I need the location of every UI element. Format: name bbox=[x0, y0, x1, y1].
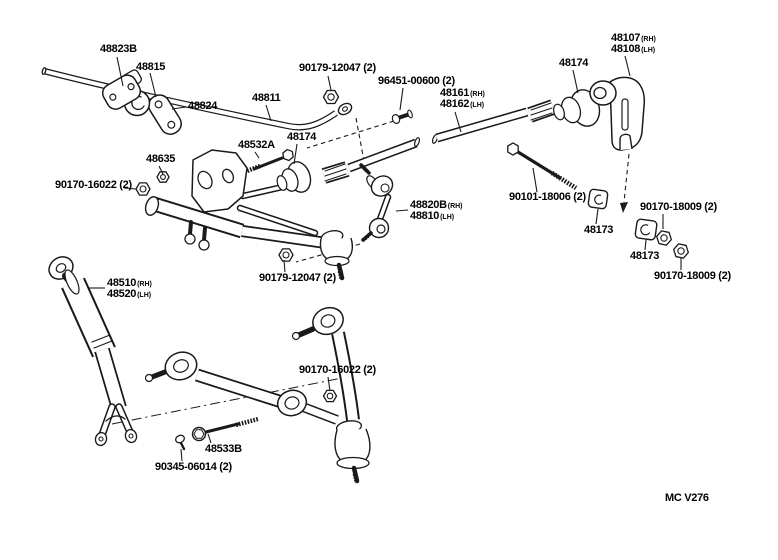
label-48510-48520 bbox=[107, 279, 152, 300]
screw-90345-06014 bbox=[174, 434, 185, 449]
label-90170-18009-a: 90170-18009 (2) bbox=[640, 201, 717, 213]
side-code: (RH) bbox=[470, 91, 485, 98]
part-number: 48161 bbox=[440, 87, 470, 99]
label-48811: 48811 bbox=[252, 92, 281, 104]
side-code: (LH) bbox=[440, 213, 455, 221]
label-48161-48162 bbox=[440, 89, 485, 110]
label-48174-front: 48174 bbox=[287, 131, 317, 143]
upper-control-arm bbox=[136, 149, 352, 279]
label-48174-rear: 48174 bbox=[559, 57, 589, 69]
label-90345-06014: 90345-06014 (2) bbox=[155, 461, 232, 473]
stabilizer-bar bbox=[42, 67, 354, 127]
label-90179-12047-lower: 90179-12047 (2) bbox=[259, 272, 336, 284]
side-code: (LH) bbox=[641, 46, 656, 54]
label-48107-48108 bbox=[611, 34, 656, 55]
side-code: (LH) bbox=[137, 291, 152, 299]
label-48820B-48810 bbox=[410, 201, 463, 222]
nut-90170-18009-a bbox=[655, 230, 672, 246]
nut-90179-12047-top bbox=[324, 91, 339, 104]
lower-control-arm bbox=[146, 348, 338, 449]
nut-90179-12047-lower bbox=[279, 249, 293, 261]
label-90170-18009-b: 90170-18009 (2) bbox=[654, 270, 731, 282]
label-48823B: 48823B bbox=[100, 43, 137, 55]
pin-96451-00600 bbox=[391, 110, 413, 125]
bolt-48532A bbox=[247, 149, 295, 171]
bracket-48824 bbox=[145, 91, 185, 138]
side-code: (RH) bbox=[137, 281, 152, 288]
diagram-code: MC V276 bbox=[665, 492, 709, 504]
label-48635: 48635 bbox=[146, 153, 176, 165]
label-48532A: 48532A bbox=[238, 139, 275, 151]
stabilizer-link-48820B-48810 bbox=[361, 165, 396, 241]
label-90101-18006: 90101-18006 (2) bbox=[509, 191, 586, 203]
torsion-bar-left-segment bbox=[324, 137, 420, 181]
side-code: (RH) bbox=[447, 203, 463, 210]
bolt-48533B bbox=[193, 419, 259, 441]
clamp-48173-a bbox=[588, 189, 608, 209]
part-number: 48108 bbox=[611, 42, 641, 55]
part-number: 48820B bbox=[410, 199, 447, 211]
part-number: 48520 bbox=[107, 287, 137, 300]
nut-90170-16022-front bbox=[136, 183, 150, 195]
label-90170-16022-rear: 90170-16022 (2) bbox=[299, 364, 376, 376]
nut-90170-16022-rear bbox=[324, 390, 337, 401]
label-48173-a: 48173 bbox=[584, 224, 614, 236]
side-code: (RH) bbox=[641, 36, 656, 43]
label-48533B: 48533B bbox=[205, 443, 242, 455]
nut-90170-18009-b bbox=[672, 243, 689, 259]
bolt-90101-18006 bbox=[505, 141, 576, 188]
label-96451-00600: 96451-00600 (2) bbox=[378, 75, 455, 87]
clamp-48173-b bbox=[635, 219, 657, 241]
label-90179-12047-top: 90179-12047 (2) bbox=[299, 62, 376, 74]
label-48824: 48824 bbox=[188, 100, 218, 112]
label-48815: 48815 bbox=[136, 61, 166, 73]
side-code: (LH) bbox=[470, 101, 485, 109]
label-90170-16022-front: 90170-16022 (2) bbox=[55, 179, 132, 191]
part-number: 48107 bbox=[611, 32, 641, 44]
boot-48174-front bbox=[275, 159, 314, 195]
part-number: 48510 bbox=[107, 277, 137, 289]
part-number: 48810 bbox=[410, 209, 440, 222]
label-48173-b: 48173 bbox=[630, 250, 660, 262]
part-number: 48162 bbox=[440, 97, 470, 110]
